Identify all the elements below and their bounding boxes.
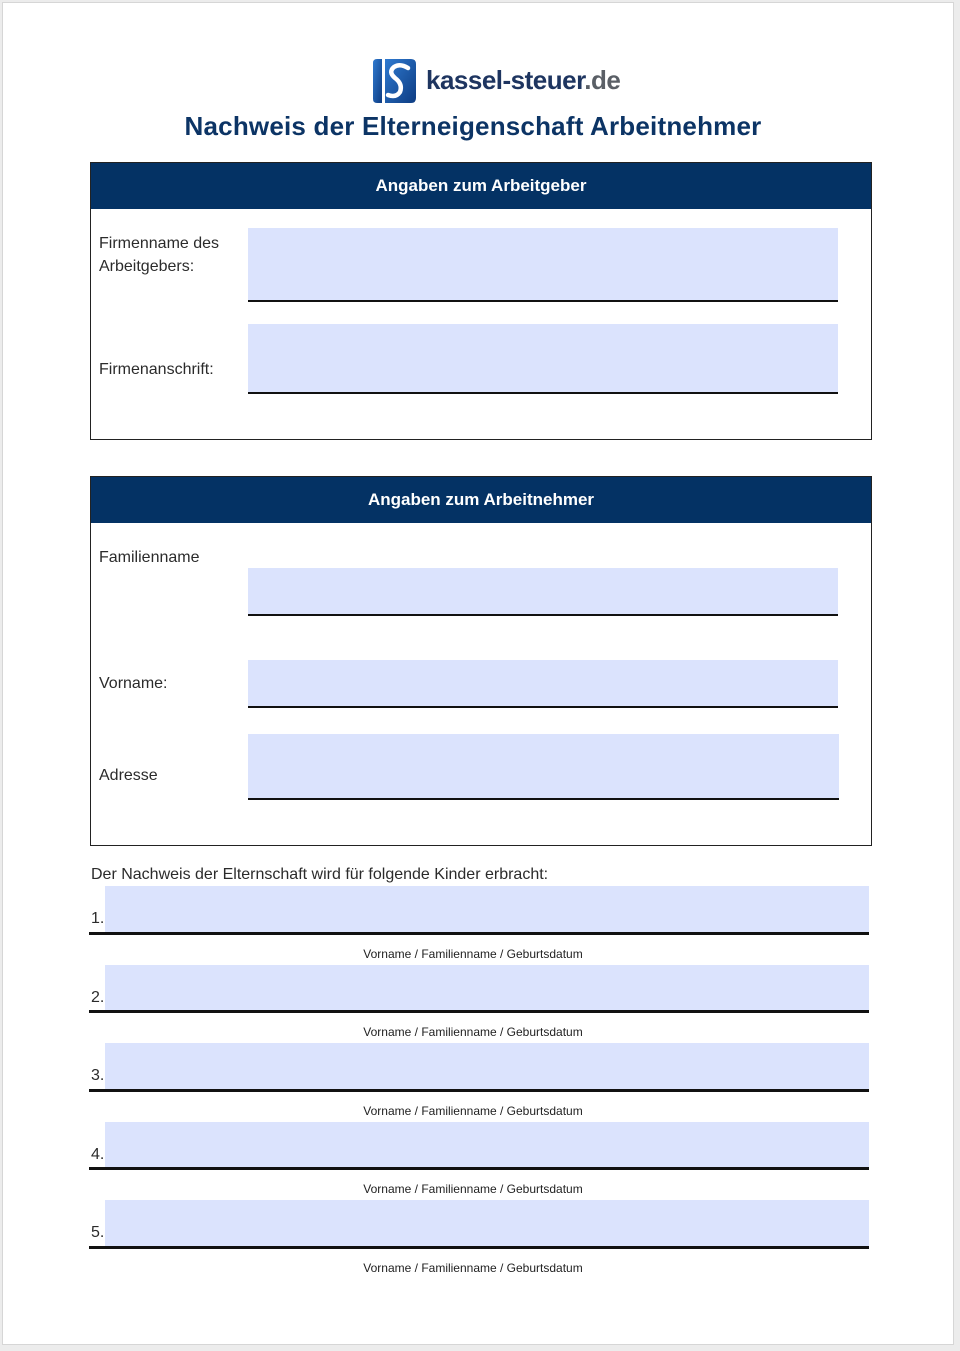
child-number-3: 3. <box>91 1067 105 1084</box>
brand-wordmark: kassel-steuer.de <box>426 65 621 95</box>
first-name-field[interactable] <box>248 660 838 708</box>
child-field-4[interactable] <box>105 1122 869 1168</box>
employee-section-header: Angaben zum Arbeitnehmer <box>91 477 871 523</box>
child-line-2 <box>89 1010 869 1013</box>
child-caption-3: Vorname / Familienname / Geburtsdatum <box>363 1104 583 1118</box>
child-caption-5: Vorname / Familienname / Geburtsdatum <box>363 1261 583 1275</box>
child-field-2[interactable] <box>105 965 869 1011</box>
children-intro: Der Nachweis der Elternschaft wird für folgende Kinder erbracht: <box>91 866 549 883</box>
company-address-label: Firmenanschrift: <box>99 361 214 378</box>
child-caption-1: Vorname / Familienname / Geburtsdatum <box>363 947 583 961</box>
brand-logo-icon <box>370 57 418 105</box>
first-name-label: Vorname: <box>99 675 168 692</box>
employer-section-header: Angaben zum Arbeitgeber <box>91 163 871 209</box>
child-field-5[interactable] <box>105 1200 869 1246</box>
child-number-2: 2. <box>91 989 105 1006</box>
document-title: Nachweis der Elterneigenschaft Arbeitnehmer <box>184 111 762 141</box>
address-field[interactable] <box>248 734 839 800</box>
employer-section <box>90 162 872 440</box>
child-line-4 <box>89 1167 869 1170</box>
child-line-3 <box>89 1089 869 1092</box>
child-line-5 <box>89 1246 869 1249</box>
company-name-label: Firmenname des Arbeitgebers: <box>99 235 220 275</box>
child-field-1[interactable] <box>105 886 869 932</box>
employee-section <box>90 476 872 846</box>
child-caption-2: Vorname / Familienname / Geburtsdatum <box>363 1025 583 1039</box>
child-number-5: 5. <box>91 1224 105 1241</box>
form-page <box>2 2 954 1345</box>
child-number-4: 4. <box>91 1146 105 1163</box>
company-name-field[interactable] <box>248 228 838 302</box>
child-caption-4: Vorname / Familienname / Geburtsdatum <box>363 1182 583 1196</box>
family-name-field[interactable] <box>248 568 838 616</box>
address-label: Adresse <box>99 767 158 784</box>
child-line-1 <box>89 932 869 935</box>
child-number-1: 1. <box>91 910 105 927</box>
family-name-label: Familienname <box>99 549 200 566</box>
company-address-field[interactable] <box>248 324 838 394</box>
child-field-3[interactable] <box>105 1043 869 1089</box>
